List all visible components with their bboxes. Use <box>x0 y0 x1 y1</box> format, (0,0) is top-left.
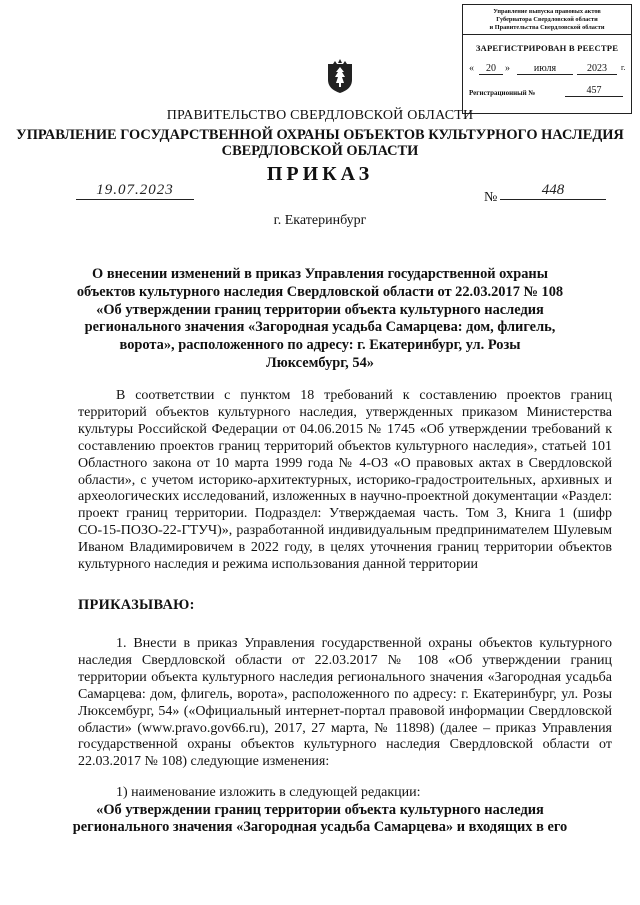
title-line: Люксембург, 54» <box>266 354 374 371</box>
stamp-header-line: Управление выпуска правовых актов <box>493 8 601 15</box>
stamp-registered-label: ЗАРЕГИСТРИРОВАН В РЕЕСТРЕ <box>475 43 619 53</box>
order-number: 448 <box>500 182 606 200</box>
order-number-label: № <box>484 190 498 205</box>
stamp-reg-label: Регистрационный № <box>469 89 536 97</box>
stamp-year-suffix: г. <box>621 63 626 72</box>
title-line: регионального значения «Загородная усадьба Самарцева: дом, флигель, <box>84 319 556 336</box>
title-line: О внесении изменений в приказ Управления государственной охраны <box>92 266 548 282</box>
preamble-paragraph: В соответствии с пунктом 18 требований к составлению проектов границ территорий объектов культурного наследия, утвержденных приказом Министерства культуры Российской Федерации от 04.06.2015 № 1745 «Об утверждении требований к составлению проектов границ территорий объектов культурного наследия», статьей 101 Областного закона от 10 марта 1999 года № 4-ОЗ «О правовых актах в Свердловской области», с учетом историко-архитектурных, историко-градостроительных, архивных и археологических исследований, изложенных в научно-проектной документации «Раздел: проект границ территории. Подраздел: Утверждаемая часть. Том 3, Книга 1 (шифр СО-15-ПОЗО-22-ГТУЧ)», разработанной индивидуальным предпринимателем Шулевым Иваном Владимировичем в 2022 году, в целях уточнения границ территории объектов культурного наследия и режима использования данной территории <box>78 388 612 573</box>
stamp-day: 20 <box>479 63 503 75</box>
stamp-header-line: Губернатора Свердловской области <box>496 16 598 23</box>
government-name: ПРАВИТЕЛЬСТВО СВЕРДЛОВСКОЙ ОБЛАСТИ <box>166 108 474 123</box>
stamp-reg-number: 457 <box>565 85 623 97</box>
title-line: ворота», расположенного по адресу: г. Екатеринбург, ул. Розы <box>119 337 521 354</box>
item-1-paragraph: 1. Внести в приказ Управления государственной охраны объектов культурного наследия Свердловской области от 22.03.2017 № 108 «Об утверждении границ территории объекта культурного наследия регионального значения «Загородная усадьба Самарцева: дом, флигель, ворота», расположенного по адресу: г. Екатеринбург, ул. Розы Люксембург, 54» («Официальный интернет-портал правовой информации Свердловской области» (www.pravo.gov66.ru), 2017, 27 марта, № 11898) (далее – приказ Управления государственной охраны объектов культурного наследия Свердловской области от 22.03.2017 № 108) следующие изменения: <box>78 636 612 770</box>
document-type: ПРИКАЗ <box>266 163 374 185</box>
stamp-header <box>463 5 631 35</box>
title-line: «Об утверждении границ территории объекта культурного наследия <box>96 301 544 318</box>
stamp-month: июля <box>517 63 573 75</box>
city: г. Екатеринбург <box>273 213 367 228</box>
coat-of-arms-icon <box>326 58 354 94</box>
stamp-quote-open: « <box>469 63 474 74</box>
new-title <box>0 802 640 836</box>
order-date: 19.07.2023 <box>76 182 194 200</box>
stamp-year: 2023 <box>577 63 617 75</box>
new-title-line: регионального значения «Загородная усадьба Самарцева» и входящих в его <box>72 819 568 835</box>
order-word: ПРИКАЗЫВАЮ: <box>78 597 195 613</box>
title-line: объектов культурного наследия Свердловской области от 22.03.2017 № 108 <box>76 283 564 300</box>
document-title <box>0 266 640 373</box>
stamp-header-line: и Правительства Свердловской области <box>489 24 605 31</box>
department-line: УПРАВЛЕНИЕ ГОСУДАРСТВЕННОЙ ОХРАНЫ ОБЪЕКТОВ КУЛЬТУРНОГО НАСЛЕДИЯ <box>16 127 624 143</box>
registration-stamp <box>462 4 632 114</box>
subitem-1: 1) наименование изложить в следующей редакции: <box>116 785 421 800</box>
department-line: СВЕРДЛОВСКОЙ ОБЛАСТИ <box>221 143 419 159</box>
stamp-quote-close: » <box>505 63 510 74</box>
department-name <box>0 127 640 159</box>
new-title-line: «Об утверждении границ территории объекта культурного наследия <box>96 802 544 818</box>
